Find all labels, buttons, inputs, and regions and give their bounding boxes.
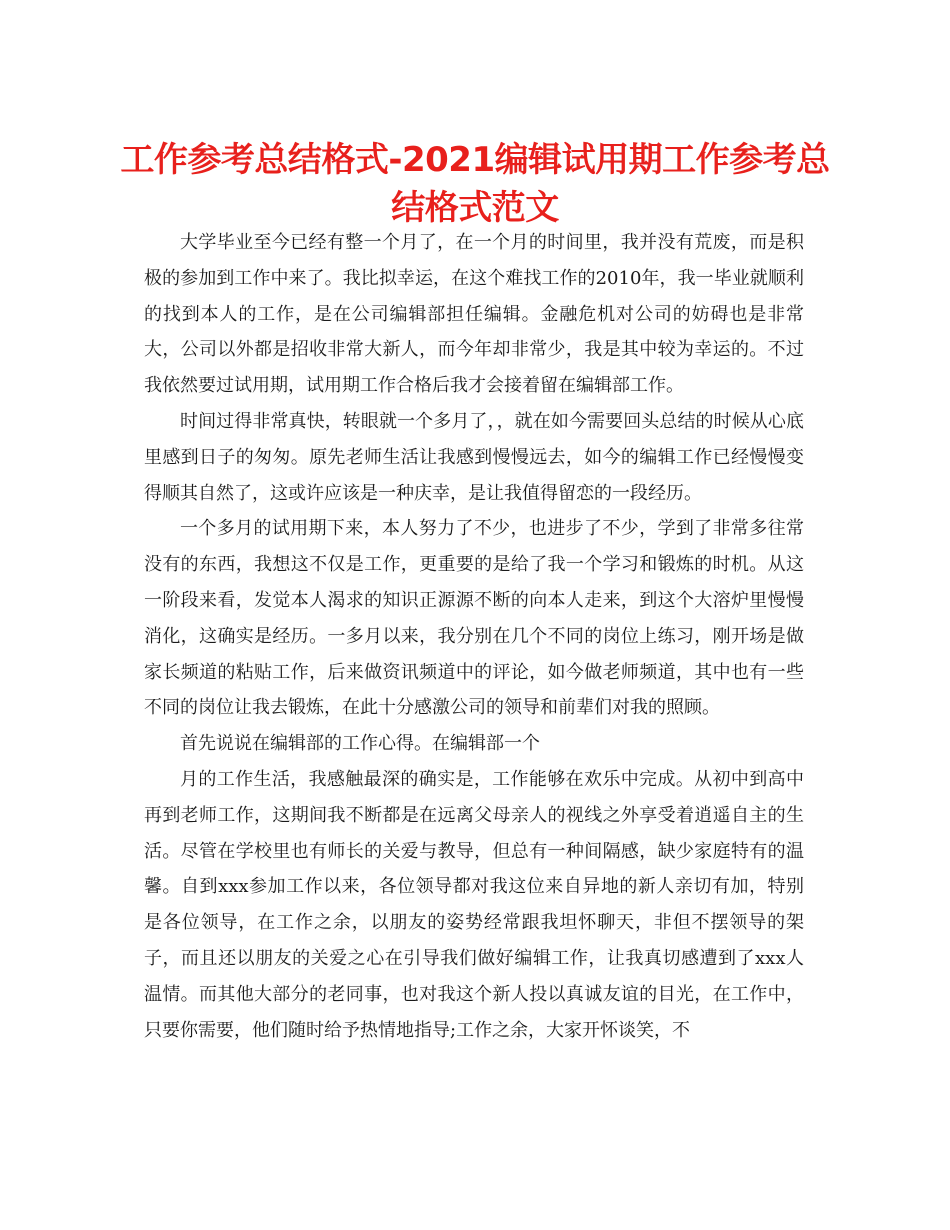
paragraph: 月的工作生活，我感触最深的确实是，工作能够在欢乐中完成。从初中到高中再到老师工作，这期间我不断都是在远离父母亲人的视线之外享受着逍遥自主的生活。尽管在学校里也有师长的关爱与教导，但总有一种间隔感，缺少家庭特有的温馨。自到xxx参加工作以来，各位领导都对我这位来自异地的新人亲切有加，特别是各位领导，在工作之余，以朋友的姿势经常跟我坦怀聊天，非但不摆领导的架子，而且还以朋友的关爱之心在引导我们做好编辑工作，让我真切感遭到了xxx人温情。而其他大部分的老同事，也对我这个新人投以真诚友谊的目光，在工作中，只要你需要，他们随时给予热情地指导;工作之余，大家开怀谈笑，不 <box>144 768 804 1041</box>
paragraph: 首先说说在编辑部的工作心得。在编辑部一个 <box>180 733 540 755</box>
paragraph: 时间过得非常真快，转眼就一个多月了，，就在如今需要回头总结的时候从心底里感到日子的匆匆。原先老师生活让我感到慢慢远去，如今的编辑工作已经慢慢变得顺其自然了，这或许应该是一种庆幸，是让我值得留恋的一段经历。 <box>144 410 804 504</box>
document-title: 工作参考总结格式-2021编辑试用期工作参考总结格式范文 <box>120 140 830 228</box>
paragraph: 大学毕业至今已经有整一个月了，在一个月的时间里，我并没有荒废，而是积极的参加到工作中来了。我比拟幸运，在这个难找工作的2010年，我一毕业就顺利的找到本人的工作，是在公司编辑部担任编辑。金融危机对公司的妨碍也是非常大，公司以外都是招收非常大新人，而今年却非常少，我是其中较为幸运的。不过我依然要过试用期，试用期工作合格后我才会接着留在编辑部工作。 <box>144 232 804 397</box>
paragraph: 一个多月的试用期下来，本人努力了不少，也进步了不少，学到了非常多往常没有的东西，我想这不仅是工作，更重要的是给了我一个学习和锻炼的时机。从这一阶段来看，发觉本人渴求的知识正源源不断的向本人走来，到这个大溶炉里慢慢消化，这确实是经历。一多月以来，我分别在几个不同的岗位上练习，刚开场是做家长频道的粘贴工作，后来做资讯频道中的评论，如今做老师频道，其中也有一些不同的岗位让我去锻炼，在此十分感激公司的领导和前辈们对我的照顾。 <box>144 518 804 719</box>
document-body <box>144 225 804 1048</box>
